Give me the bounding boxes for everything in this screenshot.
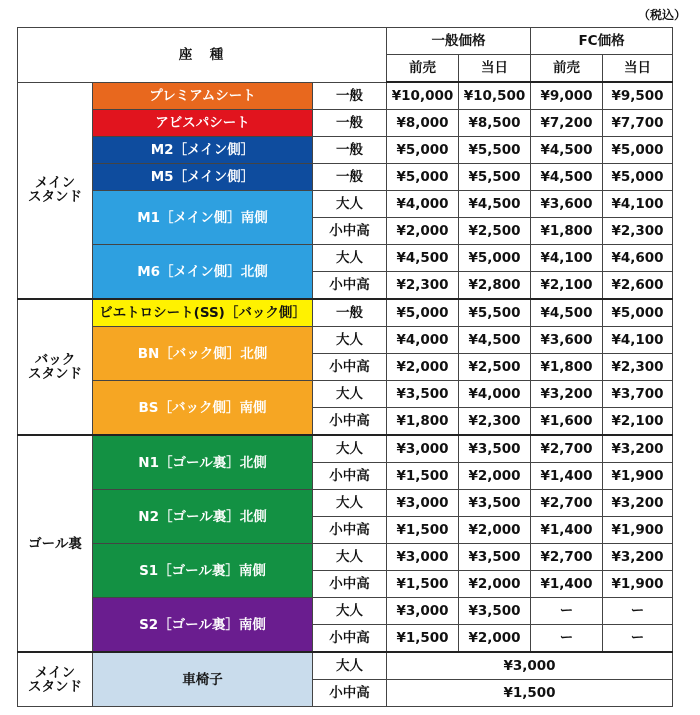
price-row xyxy=(18,381,673,408)
price-cell: ¥3,500 xyxy=(387,381,459,408)
price-cell: ¥5,000 xyxy=(387,164,459,191)
price-cell: ¥5,000 xyxy=(603,164,673,191)
ticket-type: 小中高 xyxy=(313,218,387,245)
price-cell: ¥3,700 xyxy=(603,381,673,408)
price-cell: ¥3,200 xyxy=(603,490,673,517)
ticket-type: 大人 xyxy=(313,652,387,680)
price-cell: ¥3,200 xyxy=(603,544,673,571)
price-cell: ¥5,000 xyxy=(387,137,459,164)
price-cell: ¥4,100 xyxy=(603,327,673,354)
price-cell: ¥2,000 xyxy=(459,517,531,544)
price-cell: ¥4,500 xyxy=(387,245,459,272)
price-cell: ¥1,500 xyxy=(387,680,673,707)
price-cell: ¥3,000 xyxy=(387,544,459,571)
seat-name: M2［メイン側］ xyxy=(93,137,313,164)
ticket-type: 大人 xyxy=(313,245,387,272)
price-cell: ¥9,000 xyxy=(531,82,603,110)
general-presale-header: 前売 xyxy=(387,55,459,83)
ticket-type: 小中高 xyxy=(313,354,387,381)
ticket-type: 大人 xyxy=(313,598,387,625)
price-cell: ー xyxy=(531,625,603,653)
price-cell: ¥3,500 xyxy=(459,435,531,463)
price-cell: ¥1,900 xyxy=(603,571,673,598)
general-price-header: 一般価格 xyxy=(387,28,531,55)
seat-name: BS［バック側］南側 xyxy=(93,381,313,436)
price-cell: ¥10,500 xyxy=(459,82,531,110)
price-cell: ¥3,000 xyxy=(387,490,459,517)
price-cell: ¥5,500 xyxy=(459,137,531,164)
ticket-price-table xyxy=(17,27,673,707)
price-cell: ー xyxy=(531,598,603,625)
price-cell: ¥3,200 xyxy=(603,435,673,463)
seat-name: S2［ゴール裏］南側 xyxy=(93,598,313,653)
price-row xyxy=(18,137,673,164)
price-cell: ¥4,500 xyxy=(531,164,603,191)
ticket-type: 大人 xyxy=(313,327,387,354)
price-row xyxy=(18,299,673,327)
ticket-type: 小中高 xyxy=(313,463,387,490)
price-cell: ¥1,900 xyxy=(603,463,673,490)
price-cell: ¥1,500 xyxy=(387,625,459,653)
price-row xyxy=(18,598,673,625)
seat-name: N1［ゴール裏］北側 xyxy=(93,435,313,490)
ticket-type: 一般 xyxy=(313,137,387,164)
price-cell: ¥4,500 xyxy=(531,137,603,164)
ticket-type: 大人 xyxy=(313,435,387,463)
price-cell: ¥2,300 xyxy=(387,272,459,300)
seat-name: 車椅子 xyxy=(93,652,313,707)
price-cell: ¥4,100 xyxy=(603,191,673,218)
price-cell: ¥4,500 xyxy=(459,327,531,354)
seat-name: S1［ゴール裏］南側 xyxy=(93,544,313,598)
tax-note: （税込） xyxy=(637,8,686,22)
ticket-type: 小中高 xyxy=(313,408,387,436)
price-cell: ¥3,000 xyxy=(387,435,459,463)
price-cell: ¥2,500 xyxy=(459,218,531,245)
price-cell: ¥2,000 xyxy=(459,463,531,490)
fc-price-header: FC価格 xyxy=(531,28,673,55)
price-cell: ¥4,600 xyxy=(603,245,673,272)
seat-name: N2［ゴール裏］北側 xyxy=(93,490,313,544)
price-row xyxy=(18,245,673,272)
price-cell: ¥3,200 xyxy=(531,381,603,408)
ticket-type: 大人 xyxy=(313,191,387,218)
price-row xyxy=(18,652,673,680)
area-label: ゴール裏 xyxy=(18,435,93,652)
ticket-type: 大人 xyxy=(313,381,387,408)
ticket-type: 小中高 xyxy=(313,571,387,598)
seat-name: プレミアムシート xyxy=(93,82,313,110)
price-cell: ¥2,100 xyxy=(531,272,603,300)
general-dayof-header: 当日 xyxy=(459,55,531,83)
ticket-type: 小中高 xyxy=(313,272,387,300)
price-cell: ¥4,000 xyxy=(459,381,531,408)
ticket-type: 大人 xyxy=(313,544,387,571)
fc-dayof-header: 当日 xyxy=(603,55,673,83)
seat-type-header: 座 種 xyxy=(18,28,387,83)
ticket-type: 一般 xyxy=(313,110,387,137)
price-cell: ¥3,500 xyxy=(459,490,531,517)
price-cell: ¥1,800 xyxy=(531,218,603,245)
price-cell: ¥3,600 xyxy=(531,327,603,354)
price-row xyxy=(18,191,673,218)
ticket-type: 小中高 xyxy=(313,625,387,653)
seat-name: M5［メイン側］ xyxy=(93,164,313,191)
price-cell: ¥2,000 xyxy=(459,571,531,598)
price-cell: ¥4,100 xyxy=(531,245,603,272)
price-cell: ¥1,800 xyxy=(531,354,603,381)
price-cell: ¥1,800 xyxy=(387,408,459,436)
price-cell: ¥5,500 xyxy=(459,164,531,191)
area-label: バック スタンド xyxy=(18,299,93,435)
price-cell: ¥2,000 xyxy=(387,218,459,245)
seat-name: M1［メイン側］南側 xyxy=(93,191,313,245)
price-cell: ¥8,000 xyxy=(387,110,459,137)
price-cell: ¥2,700 xyxy=(531,435,603,463)
price-cell: ¥1,500 xyxy=(387,463,459,490)
price-cell: ¥8,500 xyxy=(459,110,531,137)
price-cell: ー xyxy=(603,625,673,653)
price-cell: ¥4,000 xyxy=(387,191,459,218)
price-cell: ¥1,900 xyxy=(603,517,673,544)
price-row xyxy=(18,435,673,463)
price-row xyxy=(18,110,673,137)
price-cell: ¥2,600 xyxy=(603,272,673,300)
price-cell: ¥1,400 xyxy=(531,517,603,544)
price-cell: ¥2,300 xyxy=(603,354,673,381)
price-cell: ¥2,700 xyxy=(531,544,603,571)
price-cell: ¥2,800 xyxy=(459,272,531,300)
price-cell: ¥9,500 xyxy=(603,82,673,110)
price-cell: ¥5,000 xyxy=(603,299,673,327)
price-row xyxy=(18,490,673,517)
price-cell: ¥2,300 xyxy=(603,218,673,245)
seat-name: M6［メイン側］北側 xyxy=(93,245,313,300)
price-cell: ¥4,500 xyxy=(531,299,603,327)
seat-name: アビスパシート xyxy=(93,110,313,137)
price-row xyxy=(18,544,673,571)
price-cell: ¥4,000 xyxy=(387,327,459,354)
price-cell: ¥2,000 xyxy=(459,625,531,653)
price-row xyxy=(18,164,673,191)
price-cell: ¥7,200 xyxy=(531,110,603,137)
price-cell: ¥5,000 xyxy=(387,299,459,327)
price-cell: ¥7,700 xyxy=(603,110,673,137)
price-row xyxy=(18,82,673,110)
area-label: メイン スタンド xyxy=(18,652,93,707)
price-cell: ¥3,000 xyxy=(387,652,673,680)
price-cell: ¥1,400 xyxy=(531,571,603,598)
ticket-type: 一般 xyxy=(313,82,387,110)
price-cell: ¥5,500 xyxy=(459,299,531,327)
price-cell: ¥5,000 xyxy=(459,245,531,272)
ticket-type: 大人 xyxy=(313,490,387,517)
price-cell: ¥3,500 xyxy=(459,598,531,625)
price-cell: ー xyxy=(603,598,673,625)
price-cell: ¥1,600 xyxy=(531,408,603,436)
price-cell: ¥1,500 xyxy=(387,571,459,598)
price-cell: ¥2,100 xyxy=(603,408,673,436)
ticket-type: 小中高 xyxy=(313,680,387,707)
price-cell: ¥3,600 xyxy=(531,191,603,218)
price-cell: ¥2,500 xyxy=(459,354,531,381)
fc-presale-header: 前売 xyxy=(531,55,603,83)
price-cell: ¥2,000 xyxy=(387,354,459,381)
price-row xyxy=(18,327,673,354)
area-label: メイン スタンド xyxy=(18,82,93,299)
price-cell: ¥10,000 xyxy=(387,82,459,110)
seat-name: ビエトロシート(SS)［バック側］ xyxy=(93,299,313,327)
price-cell: ¥2,700 xyxy=(531,490,603,517)
price-cell: ¥3,500 xyxy=(459,544,531,571)
price-cell: ¥2,300 xyxy=(459,408,531,436)
price-cell: ¥1,400 xyxy=(531,463,603,490)
price-cell: ¥3,000 xyxy=(387,598,459,625)
seat-name: BN［バック側］北側 xyxy=(93,327,313,381)
ticket-type: 小中高 xyxy=(313,517,387,544)
price-cell: ¥5,000 xyxy=(603,137,673,164)
price-cell: ¥4,500 xyxy=(459,191,531,218)
price-cell: ¥1,500 xyxy=(387,517,459,544)
ticket-type: 一般 xyxy=(313,299,387,327)
ticket-type: 一般 xyxy=(313,164,387,191)
